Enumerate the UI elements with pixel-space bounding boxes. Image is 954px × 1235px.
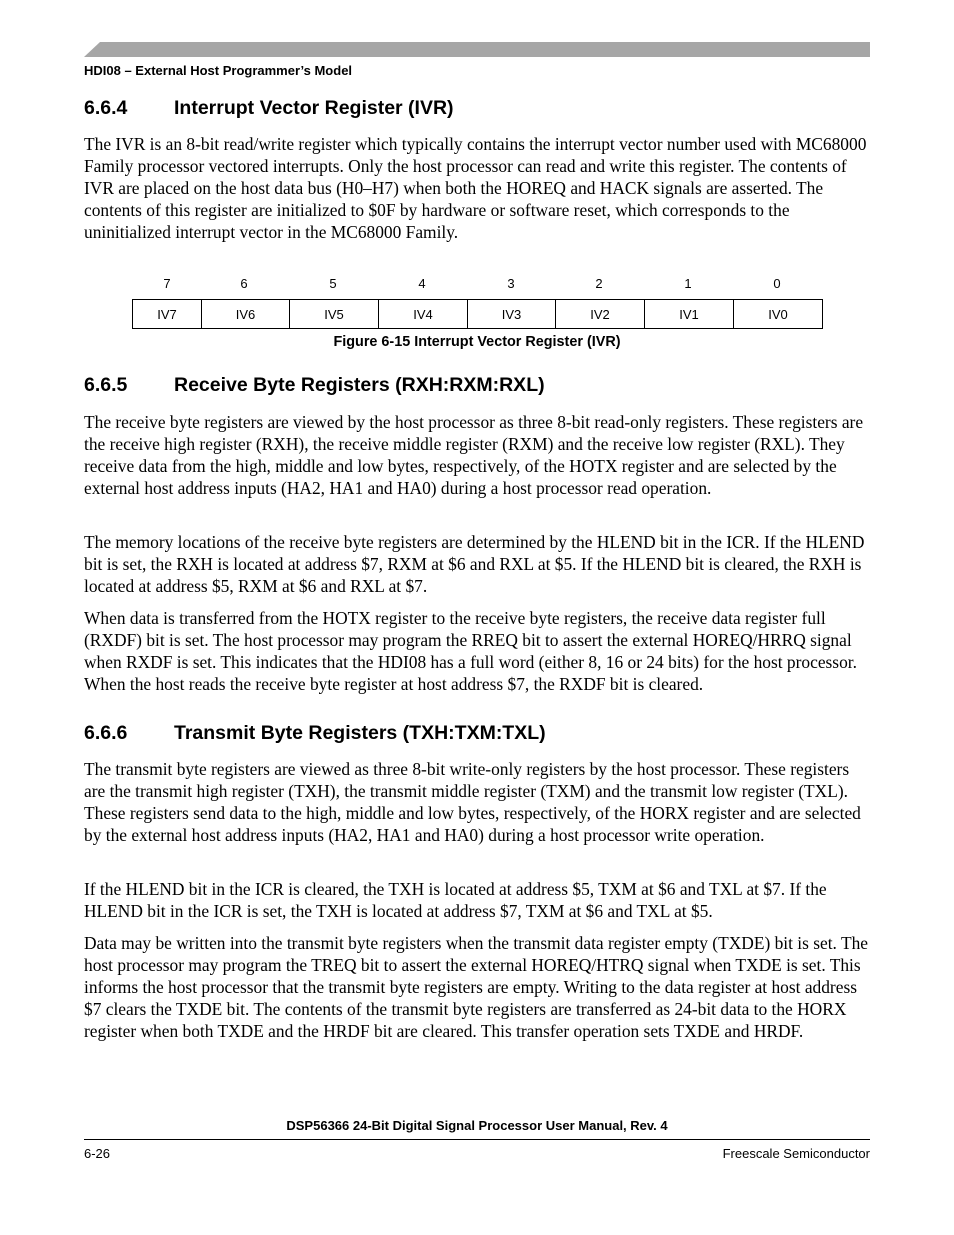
register-field-iv2: IV2 xyxy=(556,300,645,329)
header-bar xyxy=(84,42,870,57)
section-number: 6.6.5 xyxy=(84,374,128,396)
bit-number: 0 xyxy=(773,276,781,291)
register-field-iv3: IV3 xyxy=(468,300,556,329)
paragraph: When data is transferred from the HOTX register to the receive byte registers, the receive data register full (RXDF) bit is set. The host processor may program the RREQ bit to assert the external HOREQ/HRRQ signal when RXDF is set. This indicates that the HDI08 has a full word (either 8, 16 or 24 bits) for the host processor. When the host reads the receive byte register at host address $7, the RXDF bit is cleared. xyxy=(84,608,857,694)
paragraph: The receive byte registers are viewed by the host processor as three 8-bit read-only registers. These registers are the receive high register (RXH), the receive middle register (RXM) and the receive low register (RXL). They receive data from the high, middle and low bytes, respectively, of the HOTX register and are selected by the external host address inputs (HA2, HA1 and HA0) during a host processor read operation. xyxy=(84,412,864,498)
paragraph: Data may be written into the transmit byte registers when the transmit data register empty (TXDE) bit is set. The host processor may program the TREQ bit to assert the external HOREQ/HTRQ signal when TXDE is set. This informs the host processor that the transmit byte registers are empty. Writing to the data register at host address $7 clears the TXDE bit. The contents of the transmit byte registers are transferred as 24-bit data to the HORX register when both TXDE and the HRDF bit are cleared. This transfer operation sets TXDE and HRDF. xyxy=(84,933,868,1041)
running-head: HDI08 – External Host Programmer’s Model xyxy=(84,63,353,78)
bit-number: 4 xyxy=(418,276,426,291)
bit-number: 6 xyxy=(240,276,248,291)
section-heading-6-6-4 xyxy=(84,97,454,120)
section-number: 6.6.4 xyxy=(84,97,128,119)
table-row xyxy=(133,300,823,329)
figure-caption: Figure 6-15 Interrupt Vector Register (IVR) xyxy=(333,334,621,350)
section-number: 6.6.6 xyxy=(84,722,128,744)
register-field-iv4: IV4 xyxy=(379,300,468,329)
company-name: Freescale Semiconductor xyxy=(722,1146,870,1161)
section-heading-6-6-5 xyxy=(84,374,545,397)
paragraph: If the HLEND bit in the ICR is cleared, the TXH is located at address $5, TXM at $6 and TXL at $7. If the HLEND bit in the ICR is set, the TXH is located at address $7, TXM at $6 and TXL at $5. xyxy=(84,879,827,921)
bit-number: 3 xyxy=(507,276,515,291)
page-number: 6-26 xyxy=(84,1146,111,1161)
header-bar-shape xyxy=(84,42,870,57)
paragraph: The transmit byte registers are viewed as three 8-bit write-only registers by the host processor. These registers are the transmit high register (TXH), the transmit middle register (TXM) and the transmit low register (TXL). These registers send data to the high, middle and low bytes, respectively, of the HORX register and are selected by the external host address inputs (HA2, HA1 and HA0) during a host processor write operation. xyxy=(84,759,861,845)
section-title: Receive Byte Registers (RXH:RXM:RXL) xyxy=(174,374,545,396)
section-title: Transmit Byte Registers (TXH:TXM:TXL) xyxy=(174,722,546,744)
header-bar-graphic xyxy=(84,42,870,57)
footer-divider xyxy=(84,1139,870,1140)
paragraph: The memory locations of the receive byte registers are determined by the HLEND bit in the ICR. If the HLEND bit is set, the RXH is located at address $7, RXM at $6 and RXL at $5. If the HLEND bit is cleared, the RXH is located at address $5, RXM at $6 and RXL at $7. xyxy=(84,532,865,596)
register-field-iv5: IV5 xyxy=(290,300,379,329)
register-field-iv0: IV0 xyxy=(734,300,823,329)
bit-number: 1 xyxy=(684,276,692,291)
ivr-register-table xyxy=(132,299,823,329)
register-field-iv7: IV7 xyxy=(133,300,202,329)
section-heading-6-6-6 xyxy=(84,722,546,745)
paragraph: The IVR is an 8-bit read/write register which typically contains the interrupt vector number used with MC68000 Family processor vectored interrupts. Only the host processor can read and write this register. The contents of IVR are placed on the host data bus (H0–H7) when both the HOREQ and HACK signals are asserted. The contents of this register are initialized to $0F by hardware or software reset, which corresponds to the uninitialized interrupt vector in the MC68000 Family. xyxy=(84,134,867,242)
bit-number-row xyxy=(133,276,822,294)
section-title: Interrupt Vector Register (IVR) xyxy=(174,97,454,119)
bit-number: 7 xyxy=(163,276,171,291)
bit-number: 2 xyxy=(595,276,603,291)
footer-title: DSP56366 24-Bit Digital Signal Processor User Manual, Rev. 4 xyxy=(286,1118,668,1133)
register-field-iv1: IV1 xyxy=(645,300,734,329)
register-field-iv6: IV6 xyxy=(202,300,290,329)
bit-number: 5 xyxy=(329,276,337,291)
